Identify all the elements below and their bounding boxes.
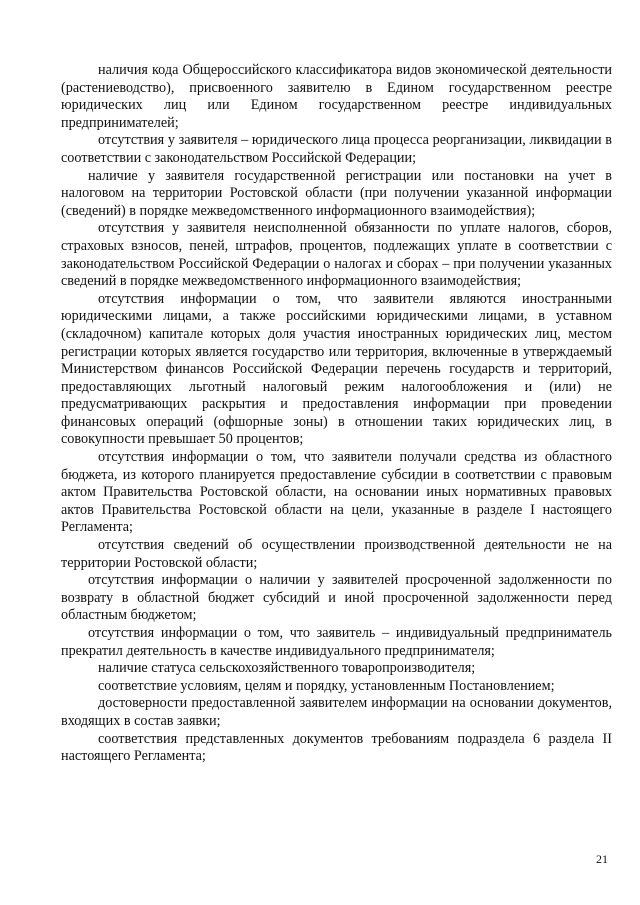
paragraph-producer-status: наличие статуса сельскохозяйственного товаропроизводителя; (98, 660, 476, 677)
document-body (61, 62, 612, 766)
paragraph-entrepreneur-active: отсутствия информации о том, что заявитель – индивидуальный предприниматель прекратил деятельность в качестве индивидуального предпринимателя; (61, 625, 612, 659)
paragraph-no-reorganization: отсутствия у заявителя – юридического лица процесса реорганизации, ликвидации в соответствии с законодательством Российской Федерации; (61, 132, 612, 166)
paragraph-no-offshore-participation: отсутствия информации о том, что заявители являются иностранными юридическими лицами, а также российскими юридическими лицами, в уставном (складочном) капитале которых доля участия иностранных юридических лиц, местом регистрации которых является государство или территория, включенные в утверждаемый Министерством финансов Российской Федерации перечень государств и территорий, предоставляющих льготный налоговый режим налогообложения и (или) не предусматривающих раскрытия и предоставления информации при проведении финансовых операций (офшорные зоны) в отношении таких юридических лиц, в совокупности превышает 50 процентов; (61, 290, 612, 448)
paragraph-information-accuracy: достоверности предоставленной заявителем информации на основании документов, входящих в состав заявки; (61, 695, 612, 729)
page-number: 21 (596, 852, 608, 866)
paragraph-tax-registration: наличие у заявителя государственной регистрации или постановки на учет в налоговом на территории Ростовской области (при получении указанной информации (сведений) в порядке межведомственного информационного взаимодействия); (61, 167, 612, 219)
paragraph-activity-in-region: отсутствия сведений об осуществлении производственной деятельности не на территории Ростовской области; (61, 537, 612, 571)
paragraph-no-prior-funds: отсутствия информации о том, что заявители получали средства из областного бюджета, из которого планируется предоставление субсидии в соответствии с правовым актом Правительства Ростовской области, на основании иных нормативных правовых актов Правительства Ростовской области на цели, указанные в разделе I настоящего Регламента; (61, 449, 612, 536)
paragraph-documents-compliance: соответствия представленных документов требованиям подраздела 6 раздела II настоящего Регламента; (61, 730, 612, 765)
paragraph-no-overdue-debt: отсутствия информации о наличии у заявителей просроченной задолженности по возврату в областной бюджет субсидий и иной просроченной задолженности перед областным бюджетом; (61, 572, 612, 624)
paragraph-conditions-compliance: соответствие условиям, целям и порядку, установленным Постановлением; (98, 677, 555, 694)
paragraph-okved-code: наличия кода Общероссийского классификатора видов экономической деятельности (растениеводство), присвоенного заявителю в Едином государственном реестре юридических лиц или Едином государственном реестре индивидуальных предпринимателей; (61, 62, 612, 131)
paragraph-no-tax-arrears: отсутствия у заявителя неисполненной обязанности по уплате налогов, сборов, страховых взносов, пеней, штрафов, процентов, подлежащих уплате в соответствии с законодательством Российской Федерации о налогах и сборах – при получении указанных сведений в порядке межведомственного информационного взаимодействия; (61, 220, 612, 290)
